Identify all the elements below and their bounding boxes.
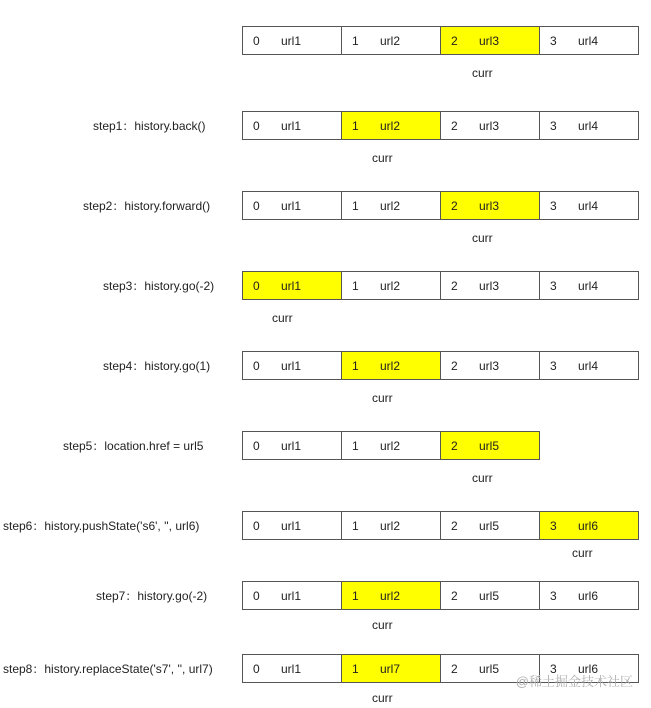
entry-index: 1 — [352, 199, 359, 213]
entry-index: 0 — [253, 439, 260, 453]
history-entry — [539, 26, 639, 55]
history-stack — [242, 26, 638, 55]
entry-url: url4 — [578, 279, 599, 293]
history-entry — [440, 191, 540, 220]
entry-index: 0 — [253, 359, 260, 373]
entry-index: 2 — [451, 589, 458, 603]
history-entry — [341, 271, 441, 300]
entry-url: url1 — [281, 34, 302, 48]
curr-pointer: curr — [372, 391, 393, 405]
history-entry — [341, 511, 441, 540]
history-stack — [242, 191, 638, 220]
entry-index: 1 — [352, 662, 359, 676]
curr-pointer: curr — [572, 546, 593, 560]
entry-url: url3 — [479, 279, 500, 293]
entry-url: url1 — [281, 519, 302, 533]
history-entry — [440, 26, 540, 55]
history-entry — [341, 431, 441, 460]
step-label: step7：history.go(-2) — [96, 589, 208, 603]
curr-pointer: curr — [372, 691, 393, 705]
entry-index: 2 — [451, 662, 458, 676]
history-entry — [440, 431, 540, 460]
entry-index: 2 — [451, 519, 458, 533]
entry-url: url6 — [578, 519, 599, 533]
entry-url: url2 — [380, 34, 401, 48]
entry-index: 0 — [253, 34, 260, 48]
entry-index: 2 — [451, 199, 458, 213]
history-entry — [341, 111, 441, 140]
history-stack — [242, 581, 638, 610]
history-stack — [242, 431, 539, 460]
entry-url: url4 — [578, 359, 599, 373]
history-stack — [242, 511, 638, 540]
entry-url: url3 — [479, 199, 500, 213]
history-entry — [440, 271, 540, 300]
entry-index: 2 — [451, 359, 458, 373]
history-entry — [539, 191, 639, 220]
entry-url: url4 — [578, 119, 599, 133]
entry-index: 1 — [352, 519, 359, 533]
entry-index: 3 — [550, 199, 557, 213]
entry-url: url4 — [578, 199, 599, 213]
history-entry — [242, 111, 342, 140]
entry-url: url1 — [281, 119, 302, 133]
step-label: step4：history.go(1) — [103, 359, 211, 373]
entry-index: 3 — [550, 359, 557, 373]
entry-index: 2 — [451, 34, 458, 48]
history-entry — [242, 581, 342, 610]
entry-url: url2 — [380, 359, 401, 373]
entry-url: url5 — [479, 589, 500, 603]
entry-url: url6 — [578, 589, 599, 603]
history-entry — [242, 26, 342, 55]
watermark: @稀土掘金技术社区 — [515, 674, 633, 689]
history-entry — [539, 111, 639, 140]
entry-index: 0 — [253, 662, 260, 676]
entry-index: 3 — [550, 119, 557, 133]
entry-index: 2 — [451, 439, 458, 453]
history-entry — [242, 191, 342, 220]
step-label: step2：history.forward() — [83, 199, 211, 213]
history-entry — [341, 351, 441, 380]
step-label: step3：history.go(-2) — [103, 279, 215, 293]
history-stack — [242, 111, 638, 140]
curr-pointer: curr — [272, 311, 293, 325]
step-label: step5：location.href = url5 — [63, 439, 204, 453]
entry-index: 2 — [451, 119, 458, 133]
entry-url: url6 — [578, 662, 599, 676]
entry-index: 0 — [253, 519, 260, 533]
entry-index: 1 — [352, 589, 359, 603]
step-label: step1：history.back() — [93, 119, 206, 133]
entry-index: 1 — [352, 34, 359, 48]
entry-url: url2 — [380, 439, 401, 453]
entry-url: url1 — [281, 199, 302, 213]
entry-url: url1 — [281, 359, 302, 373]
history-entry — [242, 351, 342, 380]
entry-url: url2 — [380, 519, 401, 533]
entry-url: url5 — [479, 439, 500, 453]
history-entry — [242, 654, 342, 683]
entry-url: url2 — [380, 199, 401, 213]
history-entry — [341, 581, 441, 610]
entry-url: url3 — [479, 119, 500, 133]
history-stack — [242, 351, 638, 380]
entry-index: 0 — [253, 119, 260, 133]
history-entry — [440, 511, 540, 540]
entry-url: url1 — [281, 439, 302, 453]
history-stack — [242, 271, 638, 300]
entry-url: url5 — [479, 519, 500, 533]
entry-url: url7 — [380, 662, 401, 676]
entry-url: url1 — [281, 279, 302, 293]
entry-index: 0 — [253, 199, 260, 213]
history-entry — [242, 431, 342, 460]
step-label: step6：history.pushState('s6', '', url6) — [3, 519, 200, 533]
history-entry — [341, 654, 441, 683]
entry-index: 0 — [253, 589, 260, 603]
entry-index: 1 — [352, 279, 359, 293]
curr-pointer: curr — [372, 151, 393, 165]
entry-index: 3 — [550, 519, 557, 533]
entry-url: url1 — [281, 589, 302, 603]
curr-pointer: curr — [472, 66, 493, 80]
history-entry — [341, 191, 441, 220]
entry-index: 1 — [352, 119, 359, 133]
entry-index: 3 — [550, 589, 557, 603]
entry-index: 0 — [253, 279, 260, 293]
entry-url: url3 — [479, 359, 500, 373]
history-entry — [539, 511, 639, 540]
entry-index: 3 — [550, 34, 557, 48]
curr-pointer: curr — [472, 471, 493, 485]
history-entry — [539, 581, 639, 610]
step-label: step8：history.replaceState('s7', '', url7) — [3, 662, 213, 676]
history-entry — [440, 351, 540, 380]
entry-url: url1 — [281, 662, 302, 676]
entry-url: url3 — [479, 34, 500, 48]
entry-index: 3 — [550, 279, 557, 293]
entry-index: 1 — [352, 439, 359, 453]
entry-url: url2 — [380, 119, 401, 133]
entry-url: url2 — [380, 589, 401, 603]
entry-url: url5 — [479, 662, 500, 676]
history-entry — [539, 271, 639, 300]
history-entry — [440, 581, 540, 610]
entry-index: 3 — [550, 662, 557, 676]
history-entry — [440, 111, 540, 140]
entry-index: 2 — [451, 279, 458, 293]
entry-index: 1 — [352, 359, 359, 373]
entry-url: url4 — [578, 34, 599, 48]
curr-pointer: curr — [372, 618, 393, 632]
history-entry — [539, 351, 639, 380]
history-entry — [242, 271, 342, 300]
history-entry — [341, 26, 441, 55]
curr-pointer: curr — [472, 231, 493, 245]
entry-url: url2 — [380, 279, 401, 293]
history-entry — [242, 511, 342, 540]
